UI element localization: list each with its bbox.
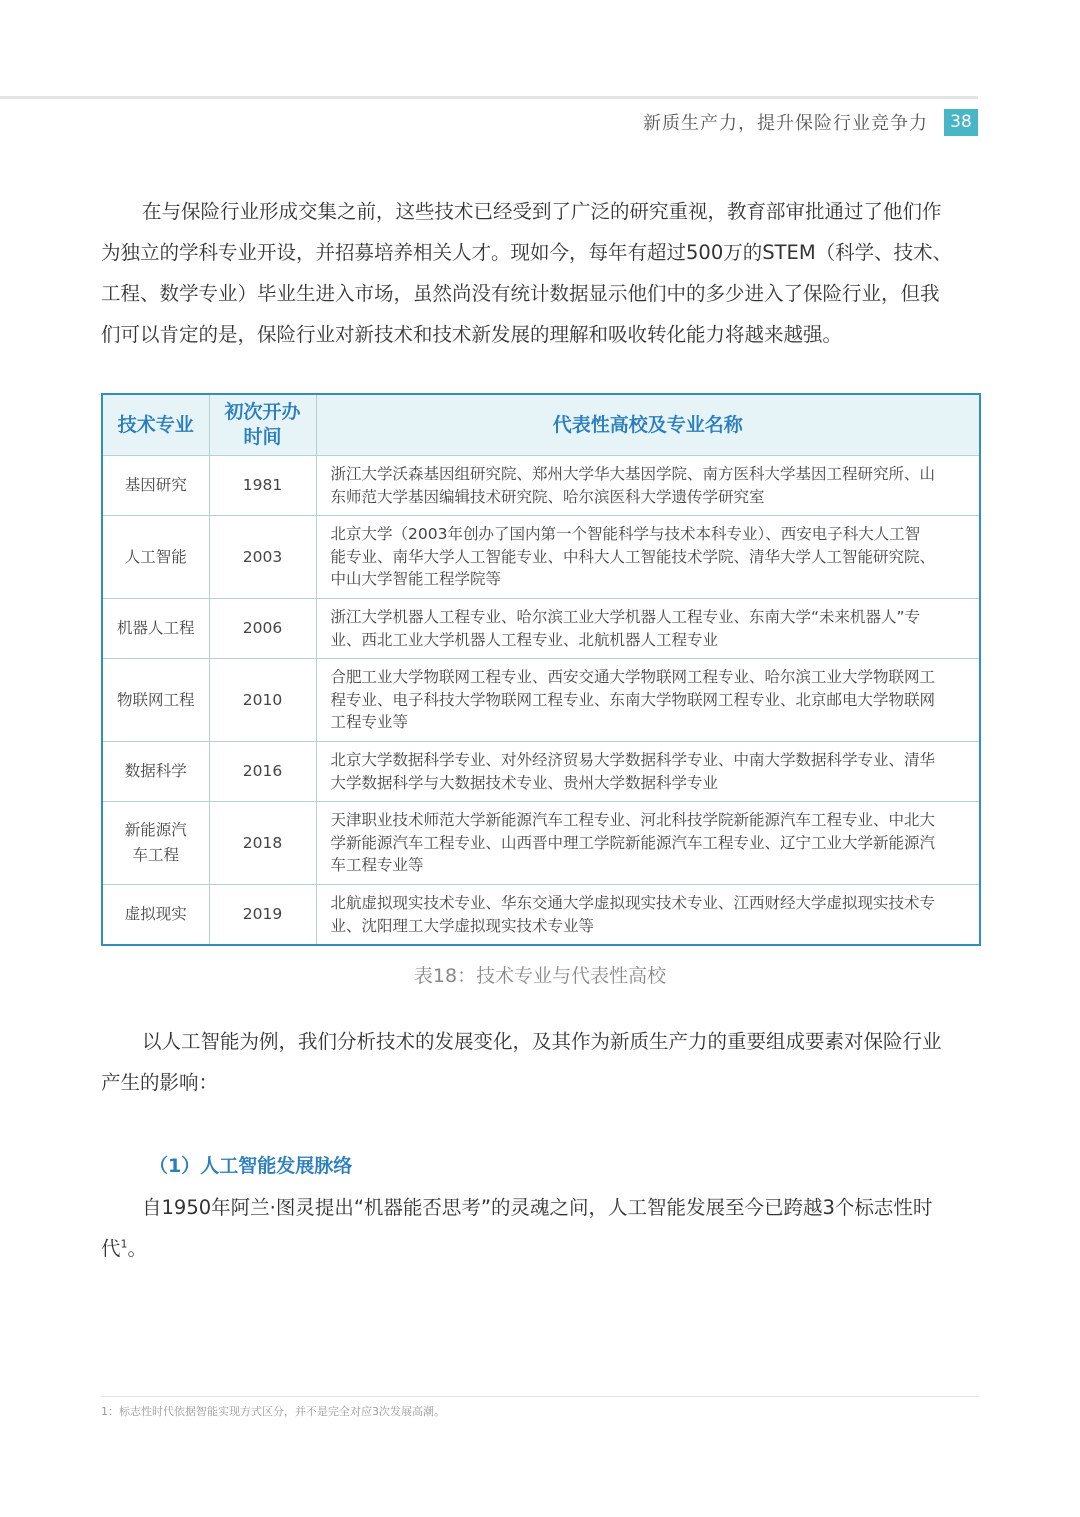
year-cell: 2006 [209,599,316,659]
field-name: 物联网工程 [116,690,195,709]
table-row [102,802,980,885]
text-line: 产生的影响： [101,1071,219,1094]
running-title: 新质生产力，提升保险行业竞争力 [643,113,928,134]
text-fragment: 。 [127,1237,148,1260]
table-row [102,456,980,516]
cell-line: 程专业、电子科技大学物联网工程专业、东南大学物联网工程专业、北京邮电大学物联网 [330,690,936,709]
year-cell: 2016 [209,742,316,802]
header-first-year [209,394,316,456]
text-line [101,1228,979,1269]
table-row [102,516,980,599]
cell-line: 车工程专业等 [330,856,424,875]
intro-paragraph [101,191,979,355]
table-row [102,742,980,802]
text-fragment: 代 [101,1237,121,1260]
cell-line: 工程专业等 [330,713,409,732]
field-cell [102,456,209,516]
running-header [643,108,978,136]
field-cell [102,516,209,599]
field-cell [102,802,209,885]
year-cell: 2019 [209,885,316,946]
cell-line: 能专业、南华大学人工智能专业、中科大人工智能技术学院、清华大学人工智能研究院、 [330,547,936,566]
universities-cell [316,659,980,742]
footnote-ref[interactable]: 1 [120,1237,128,1251]
field-name: 数据科学 [124,762,187,780]
table-row [102,659,980,742]
text-line: 自1950年阿兰·图灵提出“机器能否思考”的灵魂之问，人工智能发展至今已跨越3个标志性时 [142,1196,933,1219]
cell-line: 东师范大学基因编辑技术研究院、哈尔滨医科大学遗传学研究室 [330,487,765,506]
year-cell: 1981 [209,456,316,516]
year-cell: 2018 [209,802,316,885]
text-line: 为独立的学科专业开设，并招募培养相关人才。现如今，每年有超过500万的STEM（科学、技术、 [101,241,953,264]
header-universities: 代表性高校及专业名称 [316,394,980,456]
field-name: 基因研究 [124,476,187,494]
header-rule [0,96,978,99]
cell-line: 天津职业技术师范大学新能源汽车工程专业、河北科技学院新能源汽车工程专业、中北大 [330,811,936,830]
field-name: 新能源汽 [124,821,187,839]
text-line: 工程、数学专业）毕业生进入市场，虽然尚没有统计数据显示他们中的多少进入了保险行业，但我 [101,282,940,305]
universities-cell [316,885,980,946]
cell-line: 业、沈阳理工大学虚拟现实技术专业等 [330,916,595,935]
section-heading: （1）人工智能发展脉络 [149,1155,353,1177]
text-line: 以人工智能为例，我们分析技术的发展变化，及其作为新质生产力的重要组成要素对保险行业 [142,1030,942,1053]
cell-line: 合肥工业大学物联网工程专业、西安交通大学物联网工程专业、哈尔滨工业大学物联网工 [330,668,936,687]
ai-history-paragraph [101,1187,979,1269]
cell-line: 浙江大学沃森基因组研究院、郑州大学华大基因学院、南方医科大学基因工程研究所、山 [330,465,936,483]
text-line: 们可以肯定的是，保险行业对新技术和技术新发展的理解和吸收转化能力将越来越强。 [101,323,843,346]
field-name: 虚拟现实 [124,905,187,923]
universities-cell [316,516,980,599]
year-cell: 2010 [209,659,316,742]
footnote: 1：标志性时代依据智能实现方式区分，并不是完全对应3次发展高潮。 [101,1405,445,1418]
cell-line: 大学数据科学与大数据技术专业、贵州大学数据科学专业 [330,773,719,792]
header-first-year-line2: 时间 [243,426,282,448]
text-line: 在与保险行业形成交集之前，这些技术已经受到了广泛的研究重视，教育部审批通过了他们作 [142,200,942,223]
universities-cell [316,456,980,516]
header-first-year-line1: 初次开办 [224,401,301,423]
table-row [102,599,980,659]
header-field: 技术专业 [102,394,209,456]
field-name: 人工智能 [124,547,187,566]
universities-cell [316,742,980,802]
field-cell [102,885,209,946]
ai-intro-paragraph [101,1021,979,1103]
cell-line: 中山大学智能工程学院等 [330,570,502,589]
cell-line: 学新能源汽车工程专业、山西晋中理工学院新能源汽车工程专业、辽宁工业大学新能源汽 [330,833,936,852]
field-name: 车工程 [132,846,179,864]
table-row [102,885,980,946]
cell-line: 浙江大学机器人工程专业、哈尔滨工业大学机器人工程专业、东南大学“未来机器人”专 [330,608,921,626]
footnote-rule [101,1396,979,1397]
year-cell: 2003 [209,516,316,599]
table-header-row [102,394,980,456]
field-cell [102,742,209,802]
page-number-badge: 38 [944,109,978,136]
cell-line: 北京大学（2003年创办了国内第一个智能科学与技术本科专业）、西安电子科大人工智 [330,525,921,544]
majors-table [101,393,981,946]
cell-line: 业、西北工业大学机器人工程专业、北航机器人工程专业 [330,630,719,649]
cell-line: 北京大学数据科学专业、对外经济贸易大学数据科学专业、中南大学数据科学专业、清华 [330,751,936,769]
field-name: 机器人工程 [116,619,195,637]
field-cell [102,599,209,659]
universities-cell [316,802,980,885]
table-caption: 表18：技术专业与代表性高校 [413,965,667,987]
universities-cell [316,599,980,659]
cell-line: 北航虚拟现实技术专业、华东交通大学虚拟现实技术专业、江西财经大学虚拟现实技术专 [330,894,936,912]
field-cell [102,659,209,742]
